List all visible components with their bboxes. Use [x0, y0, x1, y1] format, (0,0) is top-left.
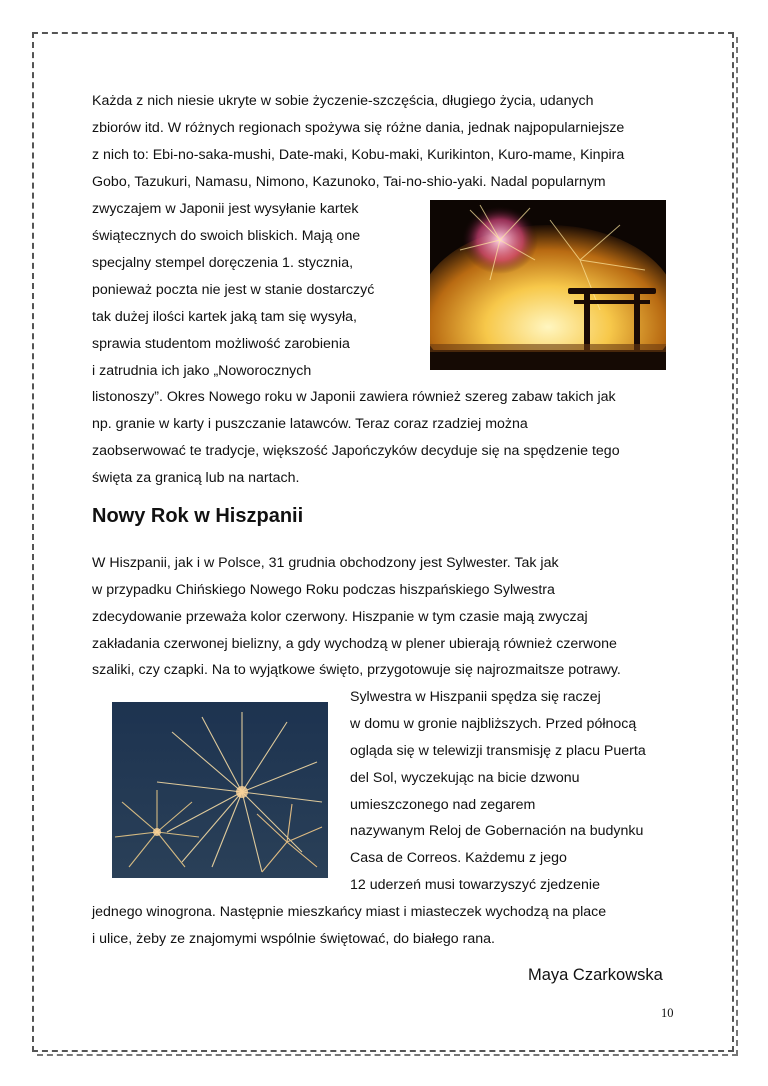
text-line: listonoszy”. Okres Nowego roku w Japonii zawiera również szereg zabaw takich jak [92, 389, 616, 405]
page-number: 10 [661, 1006, 674, 1020]
text-line: Casa de Correos. Każdemu z jego [350, 850, 567, 866]
text-line: z nich to: Ebi-no-saka-mushi, Date-maki, Kobu-maki, Kurikinton, Kuro-mame, Kinpira [92, 147, 625, 163]
text-line: świątecznych do swoich bliskich. Mają one [92, 228, 361, 244]
text-line: i zatrudnia ich jako „Noworocznych [92, 363, 312, 379]
text-line: nazywanym Reloj de Gobernación na budynku [350, 823, 644, 839]
text-line: sprawia studentom możliwość zarobienia [92, 336, 350, 352]
text-line: ponieważ poczta nie jest w stanie dostarczyć [92, 282, 375, 298]
text-line: jednego winogrona. Następnie mieszkańcy miast i miasteczek wychodzą na place [92, 904, 607, 920]
text-line: Sylwestra w Hiszpanii spędza się raczej [350, 689, 601, 705]
text-line: W Hiszpanii, jak i w Polsce, 31 grudnia obchodzony jest Sylwester. Tak jak [92, 555, 559, 571]
fireworks-torii-image [430, 200, 666, 370]
text-line: szaliki, czy czapki. Na to wyjątkowe święto, przygotowuje się najrozmaitsze potrawy. [92, 662, 621, 678]
section-heading: Nowy Rok w Hiszpanii [92, 505, 304, 527]
text-line: ogląda się w telewizji transmisję z placu Puerta [350, 743, 646, 759]
text-line: zbiorów itd. W różnych regionach spożywa się różne dania, jednak najpopularniejsze [92, 120, 625, 136]
text-line: święta za granicą lub na nartach. [92, 470, 300, 486]
author-name: Maya Czarkowska [528, 966, 663, 984]
text-line: specjalny stempel doręczenia 1. stycznia, [92, 255, 354, 271]
text-line: tak dużej ilości kartek jaką tam się wysyła, [92, 309, 357, 325]
text-line: zakładania czerwonej bielizny, a gdy wychodzą w plener ubierają również czerwone [92, 636, 617, 652]
text-line: zwyczajem w Japonii jest wysyłanie kartek [92, 201, 359, 217]
text-line: Każda z nich niesie ukryte w sobie życzenie-szczęścia, długiego życia, udanych [92, 93, 594, 109]
fireworks-sky-image [112, 702, 328, 878]
text-line: w przypadku Chińskiego Nowego Roku podczas hiszpańskiego Sylwestra [92, 582, 555, 598]
text-line: w domu w gronie najbliższych. Przed północą [350, 716, 637, 732]
text-line: 12 uderzeń musi towarzyszyć zjedzenie [350, 877, 600, 893]
text-line: Gobo, Tazukuri, Namasu, Nimono, Kazunoko, Tai-no-shio-yaki. Nadal popularnym [92, 174, 606, 190]
text-line: del Sol, wyczekując na bicie dzwonu [350, 770, 580, 786]
text-line: zaobserwować te tradycje, większość Japończyków decyduje się na spędzenie tego [92, 443, 620, 459]
text-line: zdecydowanie przeważa kolor czerwony. Hiszpanie w tym czasie mają zwyczaj [92, 609, 588, 625]
text-line: i ulice, żeby ze znajomymi wspólnie świętować, do białego rana. [92, 931, 495, 947]
text-line: np. granie w karty i puszczanie latawców. Teraz coraz rzadziej można [92, 416, 528, 432]
text-line: umieszczonego nad zegarem [350, 797, 536, 813]
